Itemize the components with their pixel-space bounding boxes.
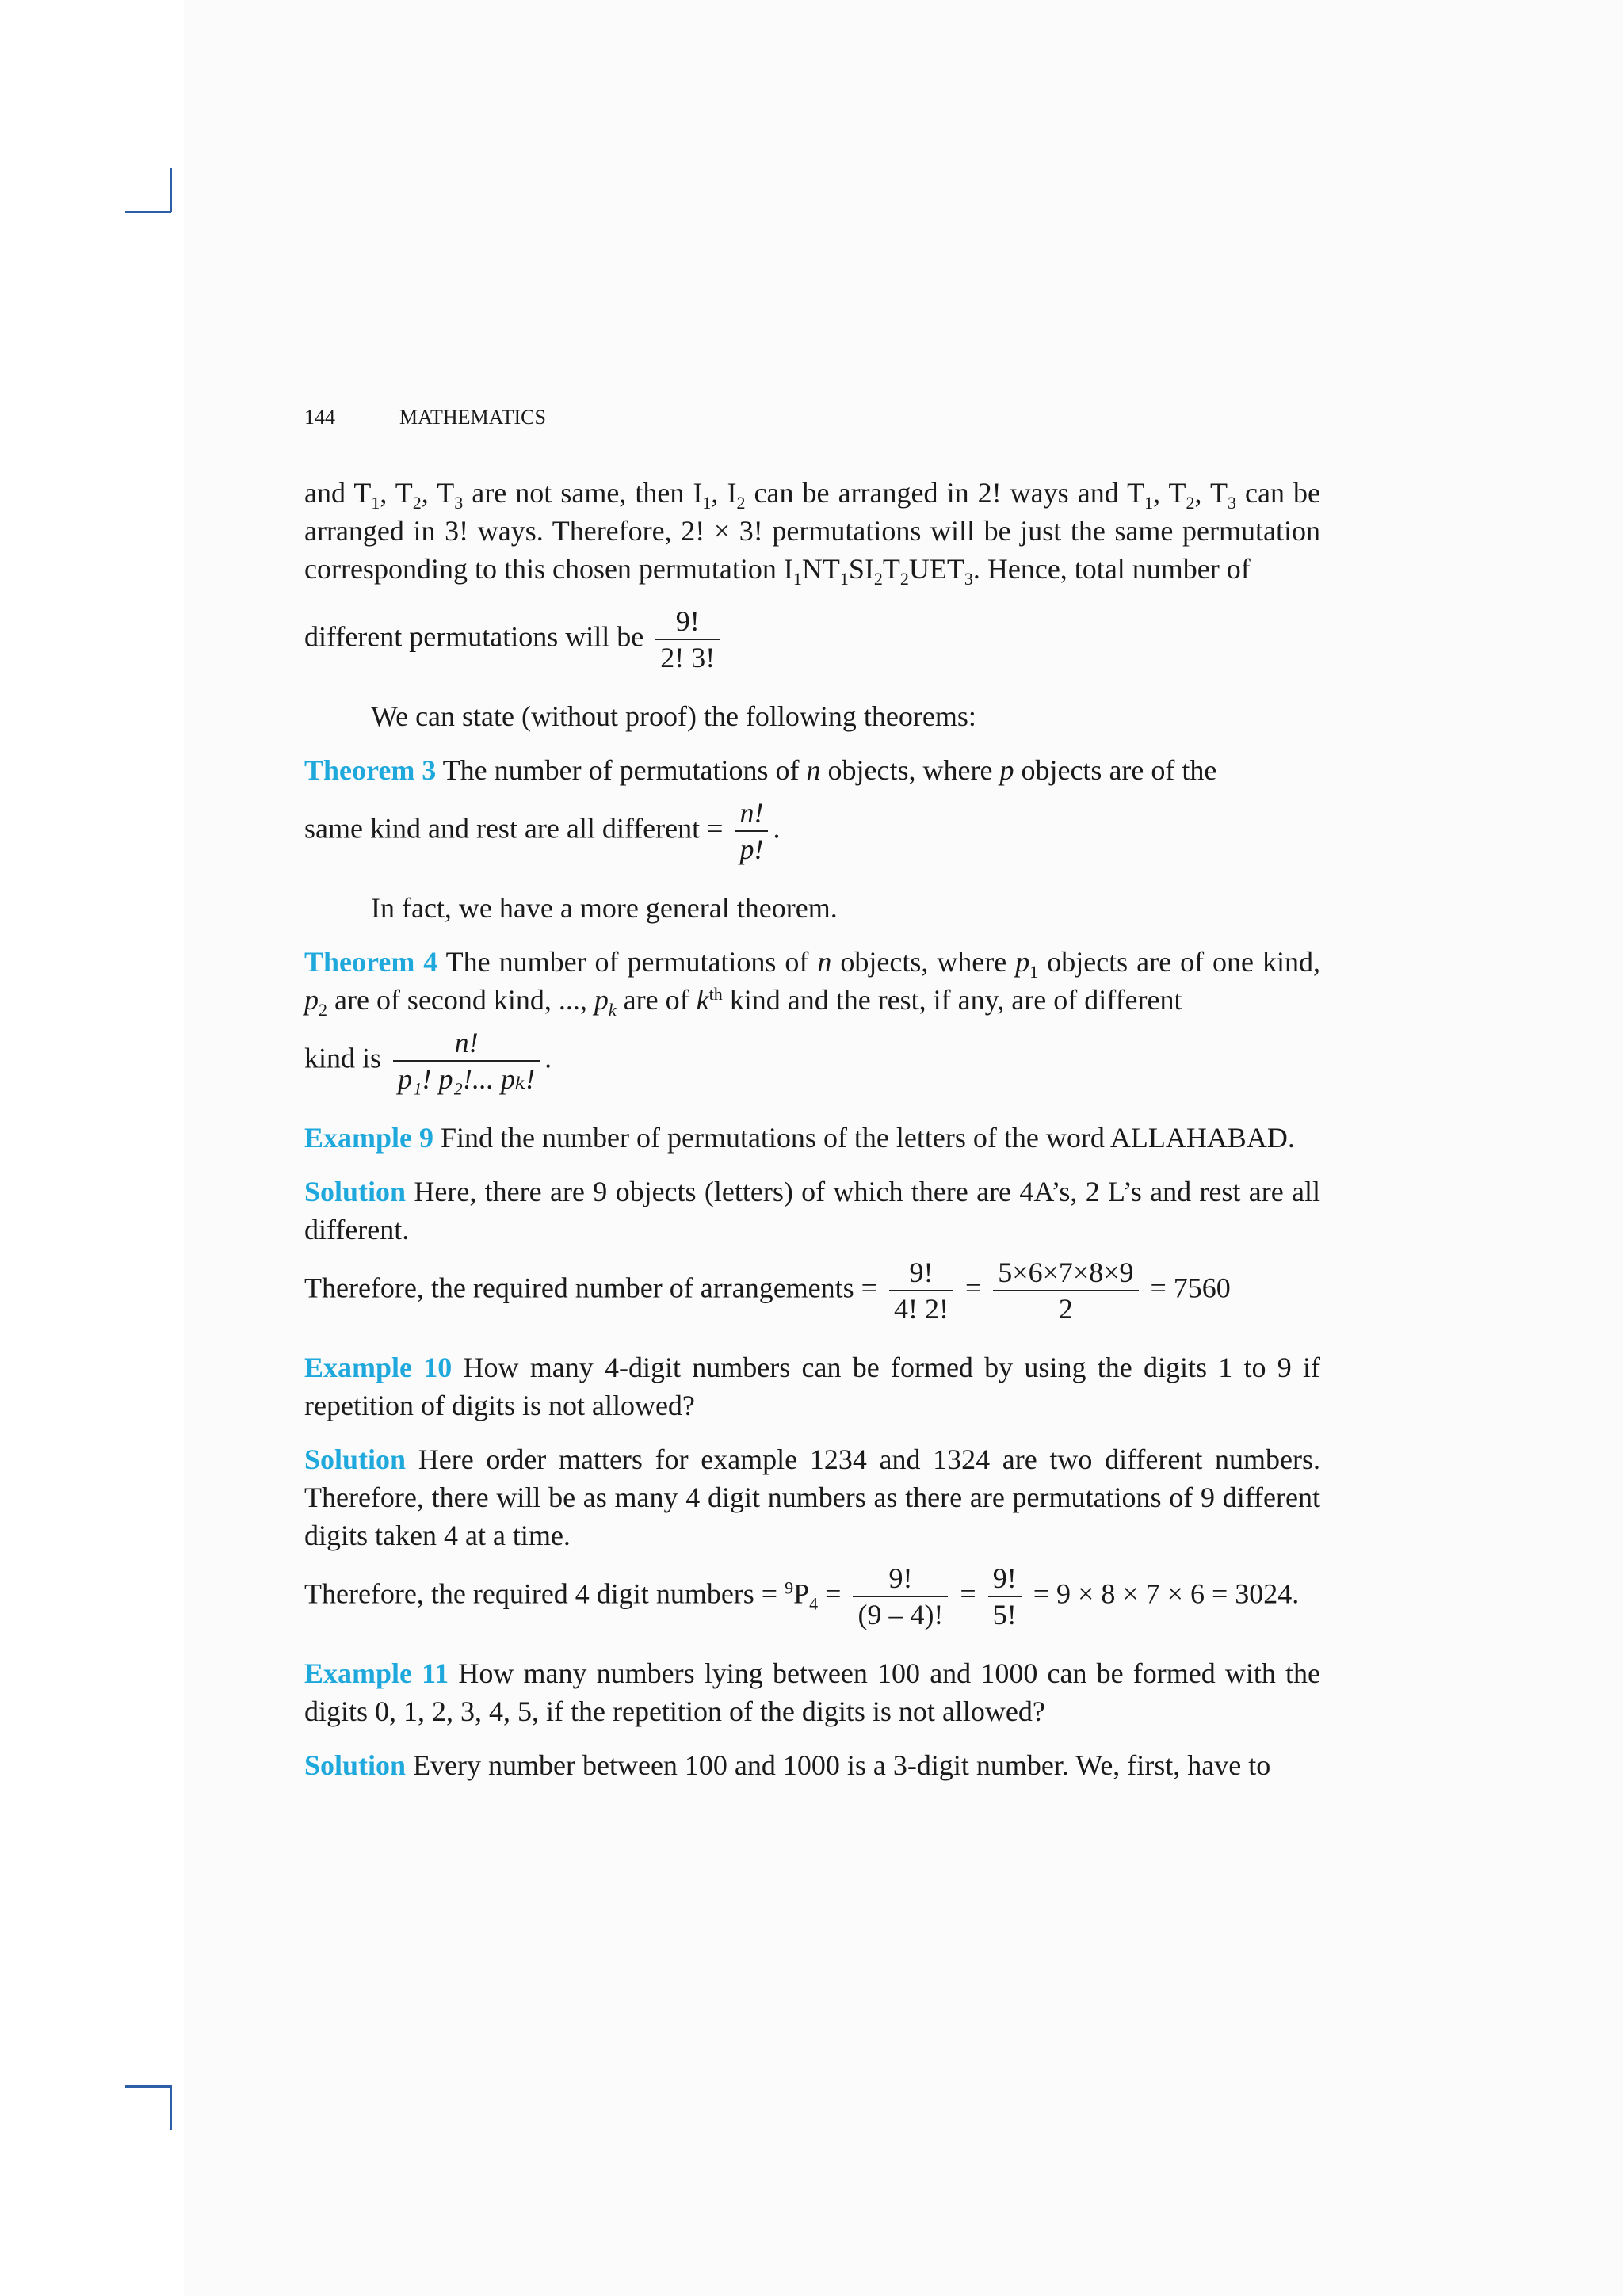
solution-label: Solution (304, 1749, 407, 1781)
example-10-label: Example 10 (304, 1352, 453, 1383)
solution-9: Solution Here, there are 9 objects (letters) of which there are 4A’s, 2 L’s and rest are all different. (304, 1176, 1320, 1245)
page-number: 144 (304, 406, 335, 429)
theorem-4-formula: kind is $\frac{n!}{\text{p₁! p₂!... pₖ!}}$ . (304, 1027, 552, 1095)
general-theorem-intro: In fact, we have a more general theorem. (371, 892, 838, 924)
example-11-label: Example 11 (304, 1657, 449, 1689)
crop-mark-top-horizontal (125, 211, 171, 213)
solution-label: Solution (304, 1444, 407, 1475)
solution-10-formula: Therefore, the required 4 digit numbers = $^9P_4$ = $\frac{9!}{(9 - 4)!}$ = $\frac{9!}{5!}$ = 9 × 8 × 7 × 6 = 3024. (304, 1562, 1300, 1630)
running-title: MATHEMATICS (399, 406, 546, 429)
crop-mark-bottom-vertical (170, 2085, 172, 2130)
page-header (304, 406, 546, 429)
paragraph-arrangement: and $T_1$, $T_2$, $T_3$ are not same, then $I_1$, $I_2$ can be arranged in 2! ways and $T_1$, $T_2$, $T_3$ can be arranged in 3! ways. Therefore, 2! × 3! permutations will be just the same permutation corresponding to this chosen permutation $I_1NT_1SI_2T_2UET_3$. Hence, total number of (304, 477, 1320, 589)
theorem-3-label: Theorem 3 (304, 754, 437, 786)
fraction: $\frac{9!}{2! 3!}$ (655, 604, 720, 675)
theorem-3-formula: same kind and rest are all different = $\frac{n!}{p!}$ . (304, 797, 781, 865)
page-body (304, 474, 1320, 1800)
solution-label: Solution (304, 1176, 407, 1207)
crop-mark-bottom-horizontal (125, 2085, 171, 2088)
example-9-label: Example 9 (304, 1122, 434, 1154)
theorem-3: Theorem 3 The number of permutations of n objects, where p objects are of the (304, 754, 1217, 786)
example-11: Example 11 How many numbers lying between 100 and 1000 can be formed with the digits 0, 1, 2, 3, 4, 5, if the repetition of the digits is not allowed? (304, 1657, 1321, 1727)
crop-mark-top-vertical (170, 168, 172, 212)
solution-9-formula: Therefore, the required number of arrangements = $\frac{9!}{4! 2!}$ = $\frac{5\times 6\times 7\times 8\times 9}{2}$ = 7560 (304, 1257, 1231, 1325)
solution-11: Solution Every number between 100 and 1000 is a 3-digit number. We, first, have to (304, 1749, 1271, 1781)
formula-different-permutations: different permutations will be $\frac{9!}{2! 3!}$ (304, 604, 1320, 675)
theorems-intro: We can state (without proof) the following theorems: (371, 700, 976, 732)
example-10: Example 10 How many 4-digit numbers can be formed by using the digits 1 to 9 if repetition of digits is not allowed? (304, 1352, 1320, 1421)
solution-10: Solution Here order matters for example 1234 and 1324 are two different numbers. Therefore, there will be as many 4 digit numbers as there are permutations of 9 different digits taken 4 at a time. (304, 1444, 1320, 1551)
theorem-4-label: Theorem 4 (304, 946, 438, 978)
theorem-4: Theorem 4 The number of permutations of n objects, where $p_1$ objects are of one kind, $p_2$ are of second kind, ..., $p_k$ are of $k^{th}$ kind and the rest, if any, are of different (304, 946, 1320, 1020)
example-9: Example 9 Find the number of permutations of the letters of the word ALLAHABAD. (304, 1122, 1295, 1154)
